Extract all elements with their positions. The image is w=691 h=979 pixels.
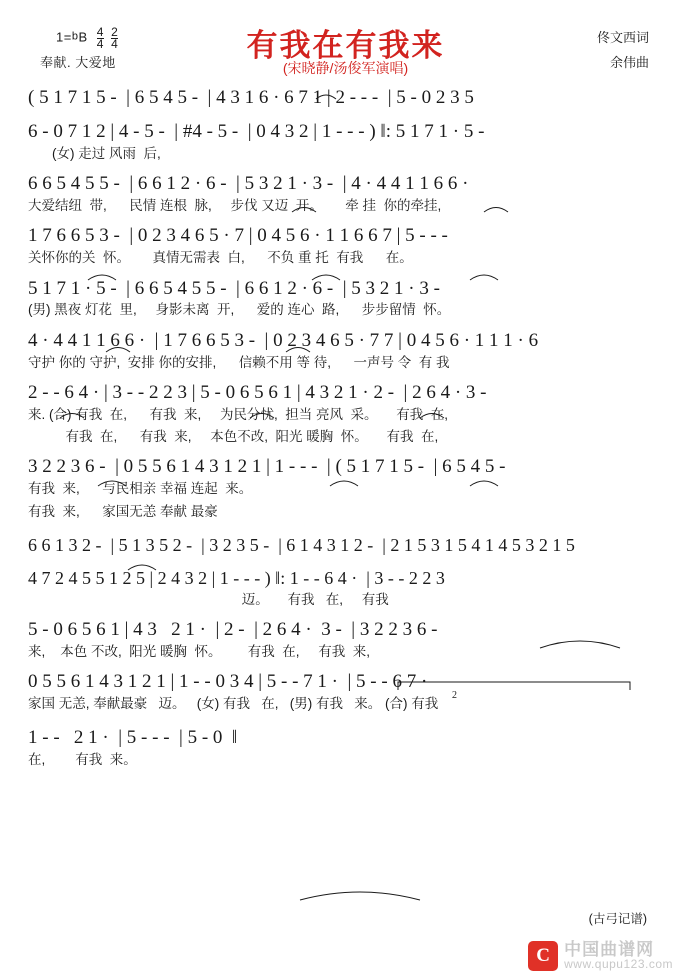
system-row: [0, 226, 691, 268]
score-header: [0, 0, 691, 88]
system-row: [0, 728, 691, 770]
lyricist-credit: 佟文西词: [596, 30, 649, 45]
lyric-line: (男) 黑夜 灯花 里, 身影未离 开, 爱的 连心 路, 步步留情 怀。: [28, 302, 451, 318]
lyric-line: 关怀你的关 怀。 真情无需表 白, 不负 重 托 有我 在。: [28, 250, 413, 266]
notation-line: 6 6 1 3 2 - | 5 1 3 5 2 - | 3 2 3 5 - | 6 1 4 3 1 2 - | 2 1 5 3 1 5 4 1 4 5 3 2 1 5: [28, 534, 575, 555]
system-row: [0, 457, 691, 521]
key-label: 1=: [56, 29, 72, 45]
watermark-logo-icon: C: [528, 941, 558, 971]
flat-symbol: b: [71, 30, 79, 43]
composer-credit: 余伟曲: [609, 54, 649, 70]
page-title: 有我在有我来: [246, 28, 445, 63]
notation-line: 4 7 2 4 5 5 1 2 5 | 2 4 3 2 | 1 - - - ) ‖: 1 - - 6 4 · | 3 - - 2 2 3: [28, 567, 445, 588]
notation-line: 1 7 6 6 5 3 - | 0 2 3 4 6 5 · 7 | 0 4 5 6 · 1 1 6 6 7 | 5 - - -: [28, 225, 448, 247]
key-letter: B: [78, 29, 88, 45]
lyric-line: 大爱结纽 带, 民情 连根 脉, 步伐 又迈 开。 牵 挂 你的牵挂,: [28, 198, 442, 214]
notation-line: 5 1 7 1 · 5 - | 6 6 5 4 5 5 - | 6 6 1 2 · 6 - | 5 3 2 1 · 3 -: [28, 277, 440, 299]
lyric-line: 迈。 有我 在, 有我: [28, 591, 389, 607]
notator-credit: (古弓记谱): [588, 912, 647, 926]
notation-line: 6 6 5 4 5 5 - | 6 6 1 2 · 6 - | 5 3 2 1 · 3 - | 4 · 4 4 1 1 6 6 ·: [28, 173, 469, 195]
system-row: [0, 279, 691, 321]
lyric-line: 在, 有我 来。: [28, 752, 137, 768]
system-row: [0, 331, 691, 373]
watermark-text: [564, 941, 673, 971]
notation-line: 2 - - 6 4 · | 3 - - 2 2 3 | 5 - 0 6 5 6 1 | 4 3 2 1 · 2 - | 2 6 4 · 3 -: [28, 381, 487, 403]
performer-credit: (宋晓静/汤俊军演唱): [282, 60, 409, 76]
notation-line: 4 · 4 4 1 1 6 6 · | 1 7 6 6 5 3 - | 0 2 3 4 6 5 · 7 7 | 0 4 5 6 · 1 1 1 · 6: [28, 329, 539, 351]
notation-line: 5 - 0 6 5 6 1 | 4 3 2 1 · | 2 - | 2 6 4 · 3 - | 3 2 2 3 6 -: [28, 618, 438, 640]
music-body: [0, 88, 691, 770]
lyric-line: 家国 无恙, 奉献最豪 迈。 (女) 有我 在, (男) 有我 来。 (合) 有我: [28, 695, 439, 711]
watermark-site-url: www.qupu123.com: [564, 957, 673, 972]
system-row: [0, 174, 691, 216]
system-row: [0, 88, 691, 108]
lyric-line: (女) 走过 风雨 后,: [52, 145, 161, 161]
watermark-site-name: 中国曲谱网: [564, 939, 655, 959]
credits: [597, 26, 649, 75]
subtitle: 奉献. 大爱地: [40, 55, 116, 70]
notation-line: ( 5 1 7 1 5 - | 6 5 4 5 - | 4 3 1 6 · 6 7 1 | 2 - - - | 5 - 0 2 3 5: [28, 87, 474, 108]
lyric-line: 来. (合) 有我 在, 有我 来, 为民分忧, 担当 亮风 采。 有我 在,: [28, 406, 449, 422]
notation-line: 3 2 2 3 6 - | 0 5 5 6 1 4 3 1 2 1 | 1 - - - | ( 5 1 7 1 5 - | 6 5 4 5 -: [28, 456, 506, 478]
meter-4-4: $\frac{4}{4}$: [96, 25, 104, 52]
system-row: [0, 122, 691, 164]
notation-line: 6 - 0 7 1 2 | 4 - 5 - | #4 - 5 - | 0 4 3 2 | 1 - - - ) ‖: 5 1 7 1 · 5 -: [28, 120, 485, 142]
lyric-line-verse2: 有我 在, 有我 来, 本色不改, 阳光 暖胸 怀。 有我 在,: [28, 429, 439, 445]
lyric-line: 来, 本色 不改, 阳光 暖胸 怀。 有我 在, 有我 来,: [28, 643, 371, 659]
system-row: [0, 536, 691, 555]
notation-line: 1 - - 2 1 · | 5 - - - | 5 - 0 ‖: [28, 727, 238, 749]
svg-text:2: 2: [452, 690, 457, 701]
lyric-line-verse2: 有我 来, 家国无恙 奉献 最豪: [28, 503, 218, 519]
watermark: [528, 941, 673, 971]
system-row: [0, 383, 691, 447]
lyric-line: 有我 来, 与民相亲 幸福 连起 来。: [28, 481, 253, 497]
system-row: [0, 620, 691, 662]
notation-line: 0 5 5 6 1 4 3 1 2 1 | 1 - - 0 3 4 | 5 - - 7 1 · | 5 - - 6 7 ·: [28, 670, 428, 692]
lyric-line: 守护 你的 守护, 安排 你的安排, 信赖不用 等 待, 一声号 令 有 我: [28, 354, 450, 370]
system-row: [0, 569, 691, 610]
system-row: [0, 672, 691, 714]
meter-2-4: $\frac{2}{4}$: [111, 25, 119, 52]
